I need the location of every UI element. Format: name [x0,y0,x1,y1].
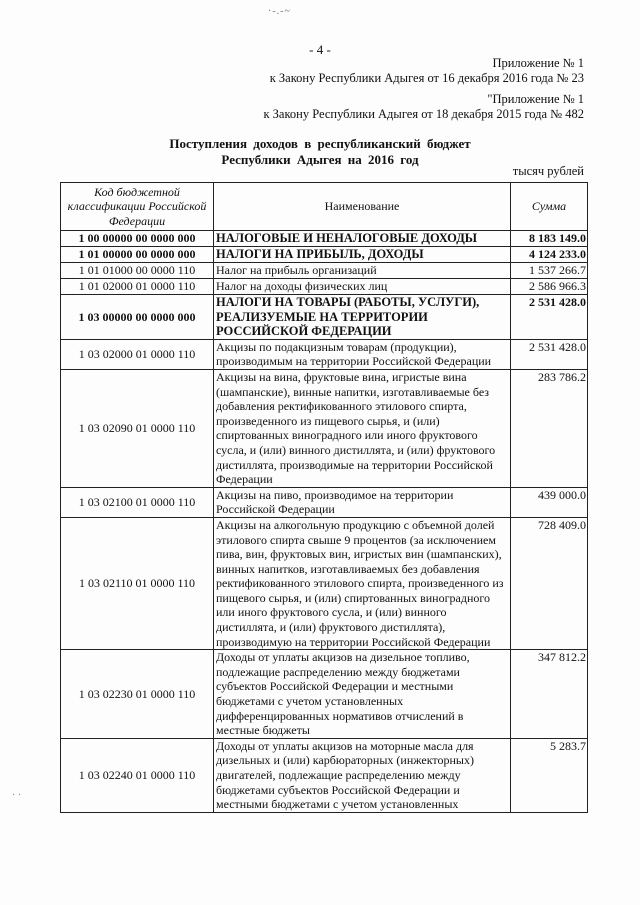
annex-title: Приложение № 1 [492,56,584,70]
row-sum: 728 409.0 [511,517,588,649]
table-row [61,247,588,263]
row-code: 1 00 00000 00 0000 000 [61,231,214,247]
row-code: 1 01 02000 01 0000 110 [61,279,214,295]
title-line: Республики Адыгея на 2016 год [221,152,419,167]
header-name: Наименование [214,183,511,231]
table-row [61,487,588,517]
row-name: Налог на прибыль организаций [214,263,511,279]
row-sum: 347 812.2 [511,650,588,739]
row-code: 1 03 02090 01 0000 110 [61,369,214,487]
row-sum: 8 183 149.0 [511,231,588,247]
annex-header-new [270,56,584,86]
table-row [61,339,588,369]
row-code: 1 03 02240 01 0000 110 [61,738,214,812]
row-sum: 439 000.0 [511,487,588,517]
row-sum: 2 531 428.0 [511,339,588,369]
row-sum: 2 586 966.3 [511,279,588,295]
row-name: Налог на доходы физических лиц [214,279,511,295]
annex-reference: к Закону Республики Адыгея от 16 декабря 2016 года № 23 [269,71,584,85]
row-sum: 5 283.7 [511,738,588,812]
row-name: Акцизы на алкогольную продукцию с объемной долей этилового спирта свыше 9 процентов (за исключением пива, вин, фруктовых вин, игристых вин (шампанских), винных напитков, изготавливаемых без добавления ректификованного этилового спирта, произведенного из пищевого сырья, и (или) спиртованных виноградного или иного фруктового сусла, и (или) винного дистиллята, и (или) фруктового дистиллята), производимую на территории Российской Федерации [214,517,511,649]
table-row [61,369,588,487]
row-sum: 2 531 428.0 [511,295,588,340]
annex-title: "Приложение № 1 [487,92,584,106]
table-row [61,231,588,247]
row-code: 1 03 02110 01 0000 110 [61,517,214,649]
table-row [61,279,588,295]
row-code: 1 01 01000 00 0000 110 [61,263,214,279]
row-name: НАЛОГОВЫЕ И НЕНАЛОГОВЫЕ ДОХОДЫ [214,231,511,247]
row-name: Доходы от уплаты акцизов на моторные масла для дизельных и (или) карбюраторных (инжекторных) двигателей, подлежащие распределению между бюджетами субъектов Российской Федерации и местными бюджетами с учетом установленных [214,738,511,812]
header-code: Код бюджетной классификации Российской Федерации [61,183,214,231]
row-sum: 1 537 266.7 [511,263,588,279]
row-sum: 283 786.2 [511,369,588,487]
row-code: 1 03 02000 01 0000 110 [61,339,214,369]
table-header-row [61,183,588,231]
scan-artifact: ·-.-~ [268,6,291,17]
scan-artifact: · · [12,790,22,801]
row-code: 1 01 00000 00 0000 000 [61,247,214,263]
table-row [61,263,588,279]
row-name: Акцизы на пиво, производимое на территории Российской Федерации [214,487,511,517]
row-code: 1 03 00000 00 0000 000 [61,295,214,340]
units-label: тысяч рублей [512,164,584,178]
row-name: НАЛОГИ НА ТОВАРЫ (РАБОТЫ, УСЛУГИ), РЕАЛИЗУЕМЫЕ НА ТЕРРИТОРИИ РОССИЙСКОЙ ФЕДЕРАЦИИ [214,295,511,340]
row-name: Доходы от уплаты акцизов на дизельное топливо, подлежащие распределению между бюджетами субъектов Российской Федерации и местными бюджетами с учетом установленных дифференцированных нормативов отчислений в местные бюджеты [214,650,511,739]
table-row [61,295,588,340]
row-name: Акцизы по подакцизным товарам (продукции), производимым на территории Российской Федерации [214,339,511,369]
table-row [61,650,588,739]
row-sum: 4 124 233.0 [511,247,588,263]
annex-header-old [263,92,584,122]
title-line: Поступления доходов в республиканский бюджет [169,136,471,151]
page-number: - 4 - [309,42,331,57]
annex-reference: к Закону Республики Адыгея от 18 декабря 2015 года № 482 [263,107,584,121]
row-name: НАЛОГИ НА ПРИБЫЛЬ, ДОХОДЫ [214,247,511,263]
row-code: 1 03 02230 01 0000 110 [61,650,214,739]
row-code: 1 03 02100 01 0000 110 [61,487,214,517]
revenue-table [60,182,588,813]
table-row [61,517,588,649]
row-name: Акцизы на вина, фруктовые вина, игристые вина (шампанские), винные напитки, изготавливаемые без добавления ректификованного этилового спирта, произведенного из пищевого сырья, и (или) спиртованных виноградного или иного фруктового сусла, и (или) винного дистиллята, и (или) фруктового дистиллята, производимые на территории Российской Федерации [214,369,511,487]
header-sum: Сумма [511,183,588,231]
table-row [61,738,588,812]
